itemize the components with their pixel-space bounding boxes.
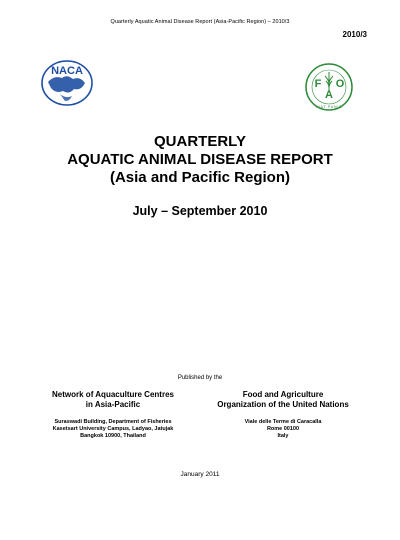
publisher-name: Food and Agriculture Organization of the United Nations — [217, 390, 349, 409]
title-line-3: (Asia and Pacific Region) — [109, 169, 291, 186]
svg-text:O: O — [335, 78, 345, 90]
report-period: July – September 2010 — [132, 204, 268, 218]
svg-text:F: F — [314, 78, 322, 90]
publisher-name: Network of Aquaculture Centres in Asia-Pacific — [52, 390, 174, 409]
published-by-label: Published by the — [177, 375, 223, 381]
issue-number: 2010/3 — [342, 30, 367, 39]
publication-date: January 2011 — [180, 471, 220, 478]
title-line-1: QUARTERLY — [154, 133, 246, 150]
publisher-naca — [28, 390, 198, 441]
publisher-fao — [198, 390, 368, 441]
svg-text:FIAT PANIS: FIAT PANIS — [315, 105, 343, 109]
svg-text:A: A — [325, 89, 333, 101]
publisher-address: Viale delle Terme di Caracalla Rome 00100 Italy — [244, 419, 322, 440]
naca-logo — [38, 58, 98, 108]
title-line-2: AQUATIC ANIMAL DISEASE REPORT — [67, 151, 333, 168]
naca-logo-text: NACA — [51, 65, 83, 77]
running-header: Quarterly Aquatic Animal Disease Report (Asia-Pacific Region) – 2010/3 — [110, 19, 290, 25]
publisher-address: Suraswadi Building, Department of Fisheries Kasetsart University Campus, Ladyao, Jatujak Bangkok 10900, Thailand — [52, 419, 174, 440]
fao-logo — [304, 62, 354, 112]
report-title — [0, 133, 400, 187]
